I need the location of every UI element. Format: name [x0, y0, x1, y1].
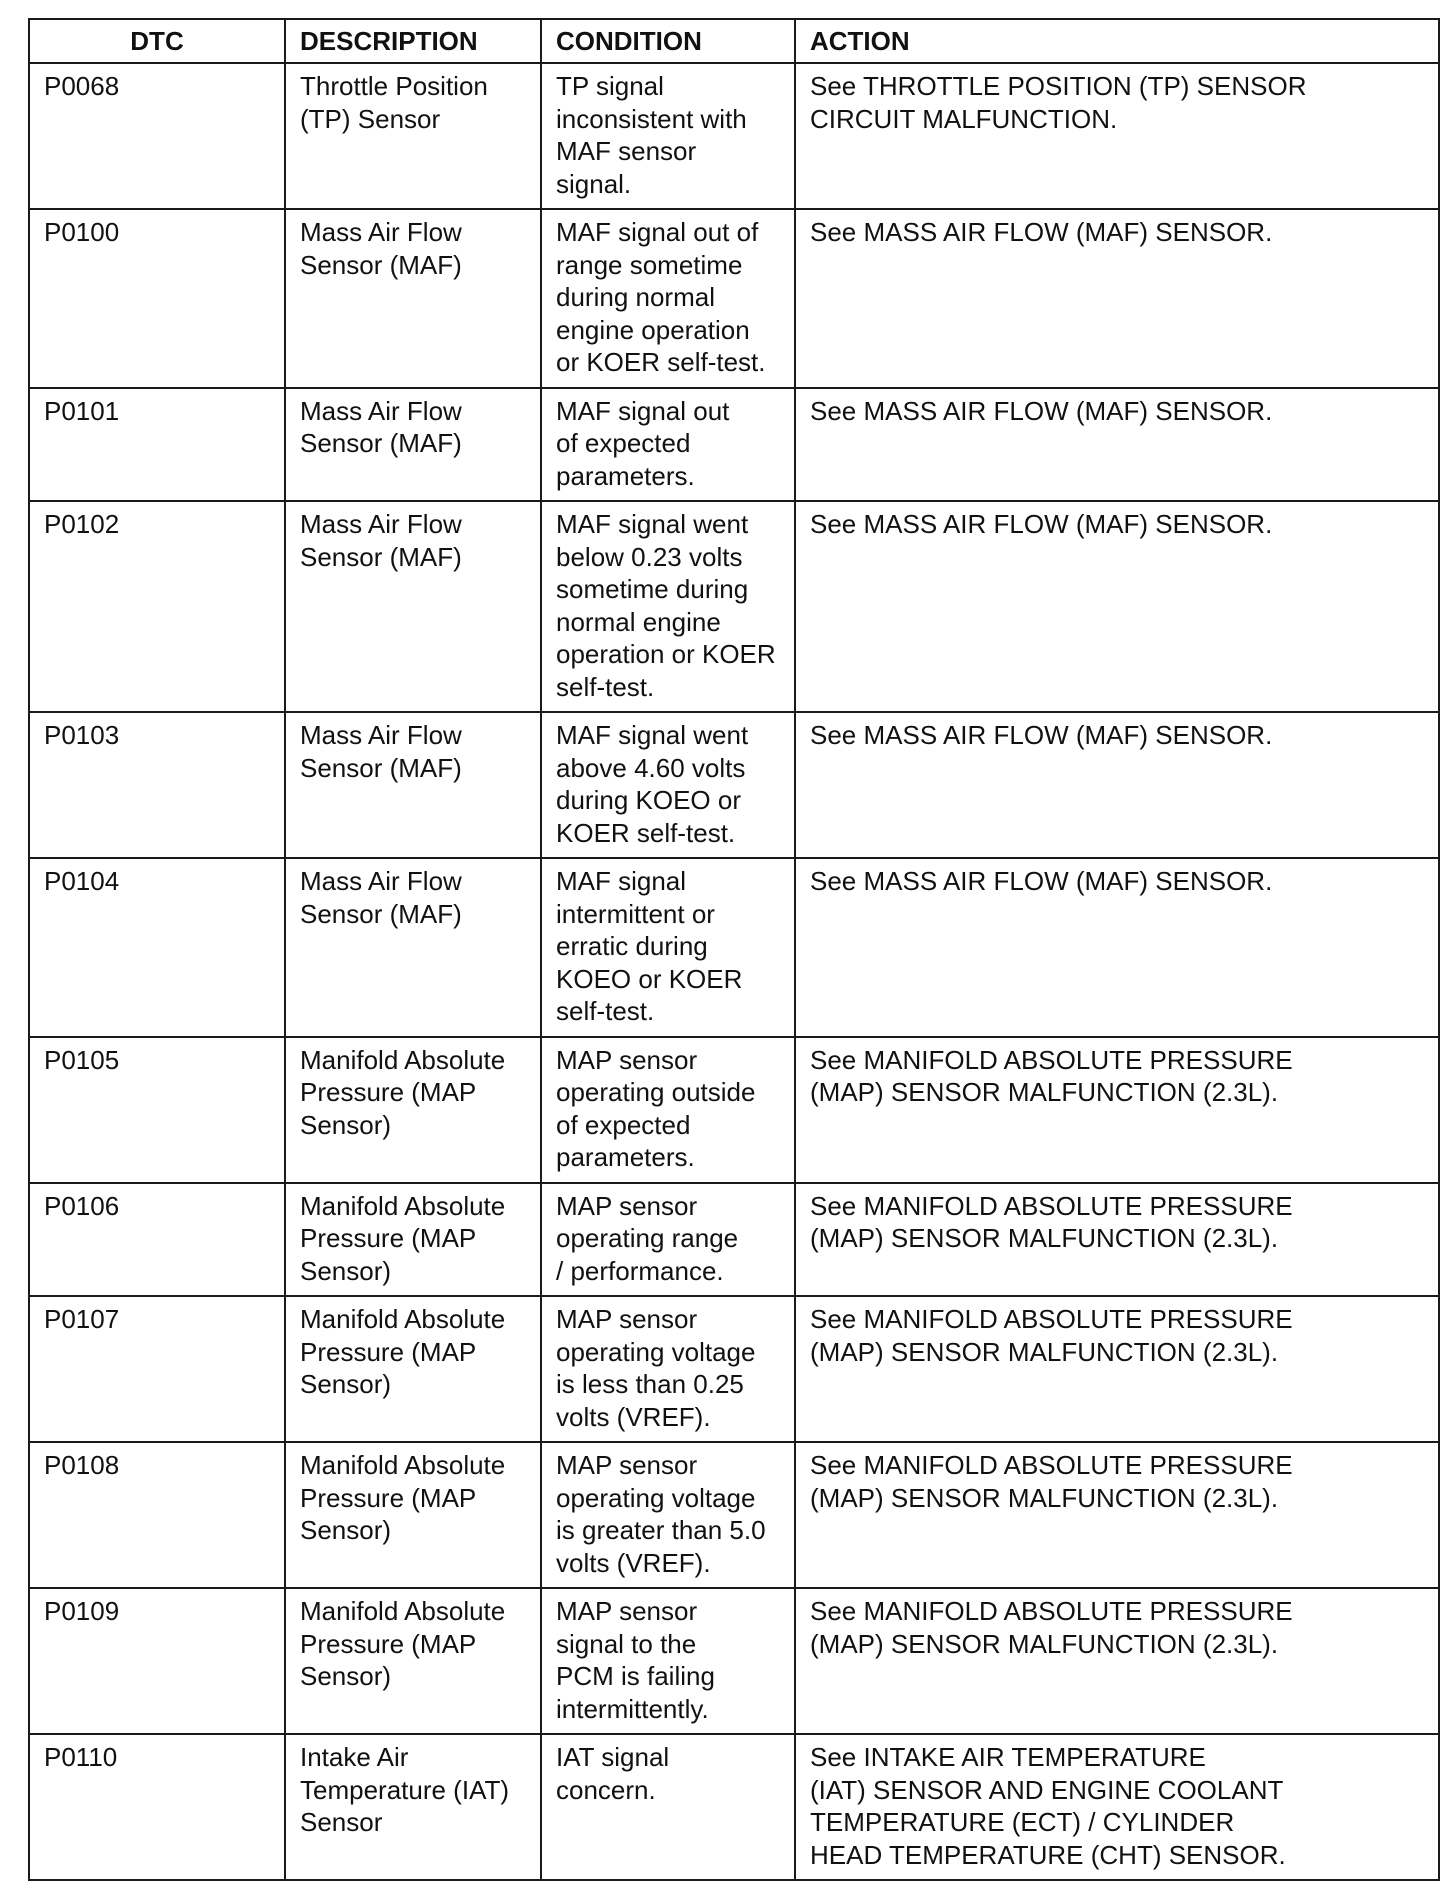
dtc-text: P0106	[44, 1190, 120, 1221]
table-row	[29, 1183, 1439, 1297]
condition-text: MAF signal out of expected parameters.	[556, 395, 730, 491]
action-text: See THROTTLE POSITION (TP) SENSOR CIRCUIT MALFUNCTION.	[810, 71, 1307, 134]
dtc-code-cell	[29, 712, 285, 858]
description-cell	[285, 1442, 541, 1588]
description-text: Manifold Absolute Pressure (MAP Sensor)	[300, 1304, 506, 1399]
description-text: Intake Air Temperature (IAT) Sensor	[300, 1742, 510, 1837]
condition-cell	[541, 1296, 795, 1442]
condition-cell	[541, 858, 795, 1037]
description-cell	[285, 858, 541, 1037]
action-text: See MANIFOLD ABSOLUTE PRESSURE (MAP) SENSOR MALFUNCTION (2.3L).	[810, 1190, 1293, 1253]
dtc-text: P0108	[44, 1450, 120, 1480]
table-row	[29, 501, 1439, 712]
action-cell	[795, 501, 1439, 712]
action-text: See MASS AIR FLOW (MAF) SENSOR.	[810, 866, 1273, 896]
description-cell	[285, 63, 541, 209]
header-description: DESCRIPTION	[285, 19, 541, 63]
condition-text: MAP sensor operating voltage is less than 0.25 volts (VREF).	[556, 1304, 756, 1432]
action-cell	[795, 1588, 1439, 1734]
action-text: See MASS AIR FLOW (MAF) SENSOR.	[810, 509, 1273, 539]
condition-cell	[541, 388, 795, 502]
dtc-code-cell	[29, 388, 285, 502]
header-dtc: DTC	[29, 19, 285, 63]
action-text: See MASS AIR FLOW (MAF) SENSOR.	[810, 217, 1273, 247]
dtc-code-cell	[29, 1037, 285, 1183]
description-cell	[285, 388, 541, 502]
table-row	[29, 1442, 1439, 1588]
dtc-code-cell	[29, 1296, 285, 1442]
table-header-row	[29, 19, 1439, 63]
condition-text: MAF signal intermittent or erratic during KOEO or KOER self-test.	[556, 866, 743, 1026]
description-text: Mass Air Flow Sensor (MAF)	[300, 395, 462, 458]
dtc-text: P0109	[44, 1596, 120, 1626]
table-row	[29, 712, 1439, 858]
description-text: Manifold Absolute Pressure (MAP Sensor)	[300, 1190, 506, 1286]
action-text: See MASS AIR FLOW (MAF) SENSOR.	[810, 720, 1273, 750]
condition-cell	[541, 1037, 795, 1183]
description-text: Throttle Position (TP) Sensor	[300, 71, 488, 134]
description-cell	[285, 1183, 541, 1297]
dtc-code-cell	[29, 63, 285, 209]
condition-text: MAF signal out of range sometime during normal engine operation or KOER self-test.	[556, 217, 766, 377]
dtc-text: P0103	[44, 720, 120, 750]
condition-text: MAF signal went below 0.23 volts sometime during normal engine operation or KOER self-test.	[556, 509, 776, 702]
header-action: ACTION	[795, 19, 1439, 63]
dtc-text: P0107	[44, 1304, 120, 1334]
condition-cell	[541, 209, 795, 388]
dtc-code-cell	[29, 1442, 285, 1588]
description-text: Mass Air Flow Sensor (MAF)	[300, 509, 462, 572]
description-cell	[285, 1588, 541, 1734]
dtc-code-cell	[29, 858, 285, 1037]
dtc-table	[28, 18, 1440, 1881]
condition-cell	[541, 63, 795, 209]
condition-text: MAP sensor operating outside of expected parameters.	[556, 1044, 756, 1172]
action-cell	[795, 1183, 1439, 1297]
action-cell	[795, 1037, 1439, 1183]
dtc-text: P0100	[44, 217, 120, 247]
condition-text: MAP sensor signal to the PCM is failing intermittently.	[556, 1596, 715, 1724]
dtc-text: P0068	[44, 71, 120, 101]
action-cell	[795, 388, 1439, 502]
dtc-text: P0105	[44, 1044, 120, 1075]
description-text: Manifold Absolute Pressure (MAP Sensor)	[300, 1450, 506, 1545]
condition-text: IAT signal concern.	[556, 1742, 670, 1805]
table-row	[29, 63, 1439, 209]
condition-text: TP signal inconsistent with MAF sensor signal.	[556, 71, 747, 199]
description-cell	[285, 209, 541, 388]
description-cell	[285, 712, 541, 858]
dtc-text: P0102	[44, 509, 120, 539]
table-row	[29, 1037, 1439, 1183]
action-text: See MANIFOLD ABSOLUTE PRESSURE (MAP) SENSOR MALFUNCTION (2.3L).	[810, 1596, 1293, 1659]
condition-cell	[541, 712, 795, 858]
action-text: See MANIFOLD ABSOLUTE PRESSURE (MAP) SENSOR MALFUNCTION (2.3L).	[810, 1450, 1293, 1513]
table-row	[29, 388, 1439, 502]
table-row	[29, 858, 1439, 1037]
action-cell	[795, 1296, 1439, 1442]
action-cell	[795, 63, 1439, 209]
dtc-code-cell	[29, 1183, 285, 1297]
condition-cell	[541, 1183, 795, 1297]
condition-cell	[541, 1442, 795, 1588]
action-cell	[795, 1442, 1439, 1588]
description-cell	[285, 1734, 541, 1880]
condition-text: MAP sensor operating range / performance.	[556, 1190, 739, 1286]
table-row	[29, 1734, 1439, 1880]
description-text: Mass Air Flow Sensor (MAF)	[300, 866, 462, 929]
description-cell	[285, 1037, 541, 1183]
action-cell	[795, 1734, 1439, 1880]
header-condition: CONDITION	[541, 19, 795, 63]
dtc-text: P0101	[44, 395, 120, 426]
action-text: See MANIFOLD ABSOLUTE PRESSURE (MAP) SENSOR MALFUNCTION (2.3L).	[810, 1044, 1293, 1107]
dtc-code-cell	[29, 1734, 285, 1880]
condition-cell	[541, 1588, 795, 1734]
description-cell	[285, 1296, 541, 1442]
description-cell	[285, 501, 541, 712]
action-cell	[795, 712, 1439, 858]
table-row	[29, 1296, 1439, 1442]
dtc-text: P0104	[44, 866, 120, 896]
action-text: See MANIFOLD ABSOLUTE PRESSURE (MAP) SENSOR MALFUNCTION (2.3L).	[810, 1304, 1293, 1367]
dtc-code-cell	[29, 1588, 285, 1734]
description-text: Mass Air Flow Sensor (MAF)	[300, 720, 462, 783]
condition-cell	[541, 1734, 795, 1880]
description-text: Mass Air Flow Sensor (MAF)	[300, 217, 462, 280]
action-cell	[795, 858, 1439, 1037]
dtc-code-cell	[29, 501, 285, 712]
document-page	[28, 18, 1438, 1881]
description-text: Manifold Absolute Pressure (MAP Sensor)	[300, 1596, 506, 1691]
condition-text: MAF signal went above 4.60 volts during KOEO or KOER self-test.	[556, 720, 749, 848]
table-row	[29, 209, 1439, 388]
condition-cell	[541, 501, 795, 712]
dtc-code-cell	[29, 209, 285, 388]
action-text: See INTAKE AIR TEMPERATURE (IAT) SENSOR AND ENGINE COOLANT TEMPERATURE (ECT) / CYLINDER HEAD TEMPERATURE (CHT) SENSOR.	[810, 1742, 1286, 1870]
dtc-text: P0110	[44, 1742, 118, 1772]
table-body	[29, 63, 1439, 1880]
action-text: See MASS AIR FLOW (MAF) SENSOR.	[810, 395, 1273, 426]
table-row	[29, 1588, 1439, 1734]
action-cell	[795, 209, 1439, 388]
condition-text: MAP sensor operating voltage is greater than 5.0 volts (VREF).	[556, 1450, 766, 1578]
description-text: Manifold Absolute Pressure (MAP Sensor)	[300, 1044, 506, 1140]
